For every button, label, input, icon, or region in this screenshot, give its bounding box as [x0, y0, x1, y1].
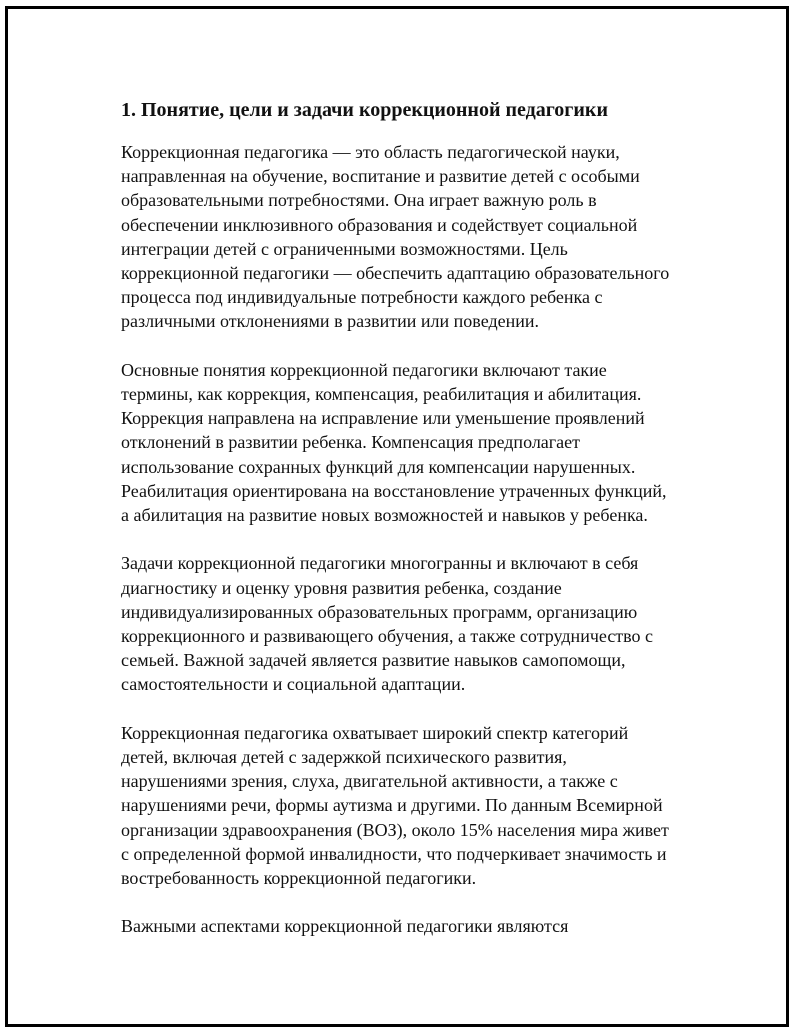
text-line: Задачи коррекционной педагогики многогранны и включают в себя: [121, 553, 639, 574]
document-page: [5, 6, 789, 1027]
text-line: детей, включая детей с задержкой психического развития,: [121, 747, 567, 768]
text-line: обеспечении инклюзивного образования и содействует социальной: [121, 214, 638, 235]
text-line: семьей. Важной задачей является развитие навыков самопомощи,: [121, 650, 626, 671]
text-line: Основные понятия коррекционной педагогики включают такие: [121, 359, 607, 380]
text-line: Коррекционная педагогика охватывает широкий спектр категорий: [121, 722, 629, 743]
document-content: [121, 97, 701, 963]
text-line: организации здравоохранения (ВОЗ), около 15% населения мира живет: [121, 819, 669, 840]
text-line: направленная на обучение, воспитание и развитие детей с особыми: [121, 166, 640, 187]
text-line: самостоятельности и социальной адаптации.: [121, 674, 466, 695]
text-line: Коррекционная педагогика — это область педагогической науки,: [121, 142, 620, 162]
text-line: различными отклонениями в развитии или поведении.: [121, 311, 539, 332]
paragraph: [121, 551, 701, 696]
text-line: Важными аспектами коррекционной педагогики являются: [121, 916, 569, 937]
section-title: 1. Понятие, цели и задачи коррекционной педагогики: [121, 99, 608, 121]
text-line: а абилитация на развитие новых возможностей и навыков у ребенка.: [121, 505, 648, 526]
text-line: нарушениями зрения, слуха, двигательной активности, а также с: [121, 771, 618, 792]
text-line: диагностику и оценку уровня развития ребенка, создание: [121, 577, 562, 598]
paragraph: [121, 721, 701, 890]
text-line: интеграции детей с ограниченными возможностями. Цель: [121, 238, 568, 259]
text-line: востребованность коррекционной педагогики.: [121, 868, 477, 889]
paragraph: [121, 358, 701, 527]
paragraph: [121, 914, 701, 938]
text-line: использование сохранных функций для компенсации нарушенных.: [121, 456, 636, 477]
text-line: процесса под индивидуальные потребности каждого ребенка с: [121, 287, 603, 308]
text-line: коррекционной педагогики — обеспечить адаптацию образовательного: [121, 263, 670, 284]
text-line: нарушениями речи, формы аутизма и другими. По данным Всемирной: [121, 795, 663, 816]
text-line: отклонений в развитии ребенка. Компенсация предполагает: [121, 432, 581, 453]
text-line: с определенной формой инвалидности, что подчеркивает значимость и: [121, 843, 667, 864]
text-line: коррекционного и развивающего обучения, а также сотрудничество с: [121, 626, 654, 647]
text-line: индивидуализированных образовательных программ, организацию: [121, 601, 638, 622]
text-line: Коррекция направлена на исправление или уменьшение проявлений: [121, 408, 645, 429]
text-line: Реабилитация ориентирована на восстановление утраченных функций,: [121, 480, 667, 501]
text-line: термины, как коррекция, компенсация, реабилитация и абилитация.: [121, 384, 642, 405]
text-line: образовательными потребностями. Она играет важную роль в: [121, 190, 597, 211]
paragraph: [121, 140, 701, 334]
